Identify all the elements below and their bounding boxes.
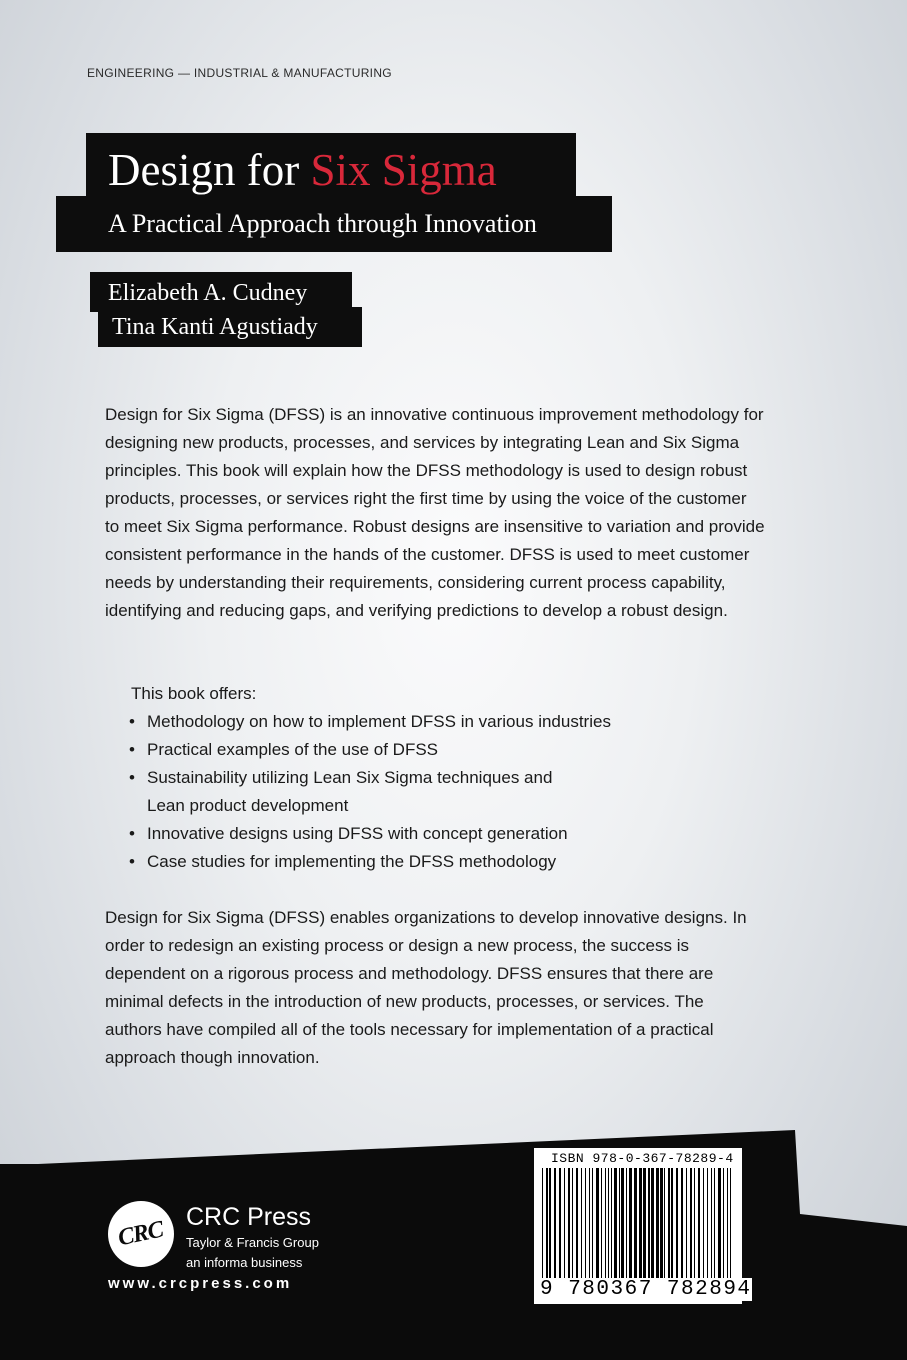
barcode-bar [596, 1168, 599, 1284]
barcode-bar [568, 1168, 570, 1284]
list-item [129, 848, 729, 876]
bullet-icon: • [129, 768, 135, 787]
barcode-bar [601, 1168, 602, 1284]
barcode-bar [619, 1168, 620, 1284]
barcode-bar [686, 1168, 687, 1284]
description-paragraph-1: Design for Six Sigma (DFSS) is an innovative continuous improvement methodology for designing new products, processes, and services by integrating Lean and Six Sigma principles. This book will explain how the DFSS methodology is used to design robust products, processes, or services right the first time by using the voice of the customer to meet Six Sigma performance. Robust designs are insensitive to variation and provide consistent performance in the hands of the customer. DFSS is used to meet customer needs by understanding their requirements, considering current process capability, identifying and reducing gaps, and verifying predictions to develop a robust design. [105, 405, 765, 620]
list-item [129, 708, 729, 736]
barcode-bar [542, 1168, 543, 1284]
barcode-bar [629, 1168, 632, 1284]
barcode-bar [643, 1168, 646, 1284]
offers-intro: This book offers: [131, 684, 257, 703]
title-accent: Six Sigma [310, 145, 497, 195]
barcode-bar [639, 1168, 642, 1284]
barcode-bar [559, 1168, 561, 1284]
barcode-bar [664, 1168, 665, 1284]
barcode-bar [585, 1168, 586, 1284]
barcode-icon [540, 1168, 736, 1284]
ean-digits: 9 780367 782894 [540, 1278, 752, 1301]
barcode-bar [611, 1168, 612, 1284]
barcode-bar [668, 1168, 670, 1284]
publisher-informa: an informa business [186, 1255, 303, 1270]
offers-list [129, 708, 729, 876]
barcode-bar [634, 1168, 637, 1284]
list-item-text: Innovative designs using DFSS with concept generation [147, 824, 568, 843]
list-item [129, 820, 729, 848]
bullet-icon: • [129, 852, 135, 871]
barcode-bar [676, 1168, 678, 1284]
barcode-bar [723, 1168, 724, 1284]
barcode-bar [546, 1168, 548, 1284]
list-item-text: Practical examples of the use of DFSS [147, 740, 439, 759]
crc-logo-icon [108, 1201, 174, 1267]
barcode-bar [698, 1168, 700, 1284]
barcode-bar [671, 1168, 673, 1284]
barcode-bar [727, 1168, 728, 1284]
barcode-bar [694, 1168, 695, 1284]
bullet-icon: • [129, 740, 135, 759]
list-item-text: Sustainability utilizing Lean Six Sigma techniques and Lean product development [147, 768, 553, 815]
barcode-bar [592, 1168, 593, 1284]
barcode-bar [614, 1168, 617, 1284]
author-name-2: Tina Kanti Agustiady [112, 314, 318, 340]
list-item-text: Methodology on how to implement DFSS in various industries [147, 712, 611, 731]
barcode-bar [554, 1168, 556, 1284]
barcode-bar [608, 1168, 609, 1284]
publisher-url[interactable]: www.crcpress.com [108, 1275, 293, 1292]
barcode-bar [703, 1168, 704, 1284]
list-item [129, 736, 729, 764]
publisher-name: CRC Press [186, 1203, 312, 1231]
barcode-bar [707, 1168, 708, 1284]
barcode-bar [572, 1168, 573, 1284]
barcode-bar [648, 1168, 650, 1284]
barcode-bar [621, 1168, 624, 1284]
barcode-bar [711, 1168, 712, 1284]
description-paragraph-2: Design for Six Sigma (DFSS) enables organizations to develop innovative designs. In order to redesign an existing process or design a new process, the success is dependent on a rigorous process and methodology. DFSS ensures that there are minimal defects in the introduction of new products, processes, or services. The authors have compiled all of the tools necessary for implementation of a practical approach though innovation. [105, 908, 747, 1067]
publisher-group: Taylor & Francis Group [186, 1235, 319, 1250]
barcode-bar [576, 1168, 578, 1284]
title-prefix: Design for [108, 145, 311, 195]
barcode-bar [589, 1168, 590, 1284]
book-title [108, 143, 497, 198]
barcode-bar [656, 1168, 659, 1284]
barcode-bar [549, 1168, 551, 1284]
bullet-icon: • [129, 824, 135, 843]
logo-text: CRC [116, 1216, 166, 1251]
barcode-bar [581, 1168, 582, 1284]
book-subtitle: A Practical Approach through Innovation [108, 209, 537, 238]
barcode-bar [605, 1168, 606, 1284]
barcode-bar [660, 1168, 663, 1284]
barcode-bar [681, 1168, 683, 1284]
barcode-bar [626, 1168, 627, 1284]
bullet-icon: • [129, 712, 135, 731]
category-label: ENGINEERING — INDUSTRIAL & MANUFACTURING [87, 66, 392, 80]
barcode-bar [651, 1168, 654, 1284]
list-item-text: Case studies for implementing the DFSS methodology [147, 852, 557, 871]
isbn-label: ISBN 978-0-367-78289-4 [551, 1151, 734, 1166]
barcode-bar [730, 1168, 731, 1284]
barcode-bar [714, 1168, 715, 1284]
list-item [129, 764, 729, 820]
author-name-1: Elizabeth A. Cudney [108, 280, 308, 306]
barcode-bar [718, 1168, 721, 1284]
barcode-bar [564, 1168, 565, 1284]
barcode-bar [690, 1168, 692, 1284]
